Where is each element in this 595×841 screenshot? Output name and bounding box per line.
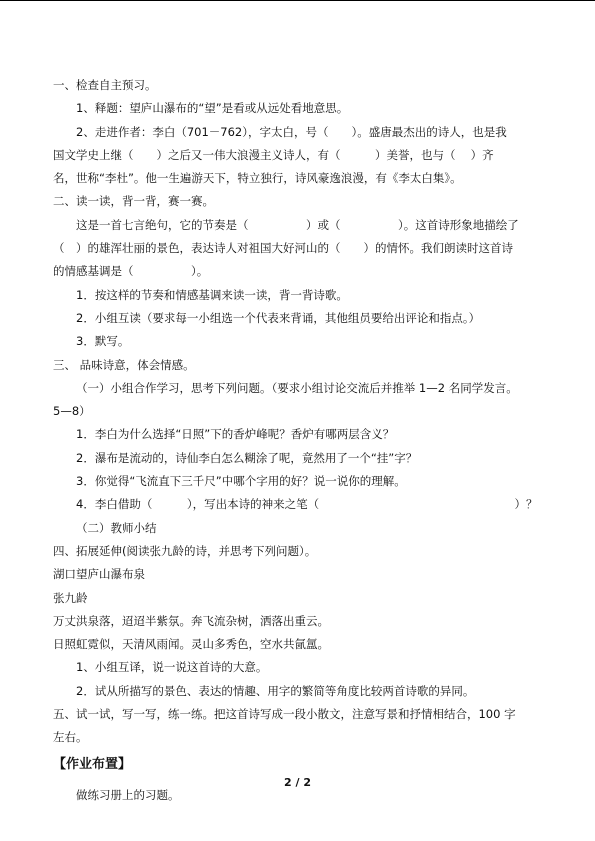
section-2-para-line-1: 这是一首七言绝句，它的节奏是（ ）或（ ）。这首诗形象地描绘了	[76, 217, 519, 232]
homework-title: 【作业布置】	[53, 756, 132, 772]
section-3-question-4: 4．李白借助（ ），写出本诗的神来之笔（ ）？	[76, 497, 538, 512]
poem-author: 张九龄	[53, 590, 88, 605]
section-2-item-1: 1．按这样的节奏和情感基调来读一读，背一背诗歌。	[76, 287, 348, 302]
section-4-item-1: 1、小组互译，说一说这首诗的大意。	[76, 660, 268, 675]
section-5-title-line-2: 左右。	[53, 730, 88, 745]
section-3-title: 三、 品味诗意，体会情感。	[53, 357, 195, 372]
page-number: 2 / 2	[284, 776, 311, 789]
section-2-item-3: 3．默写。	[76, 334, 130, 349]
section-3-question-1: 1．李白为什么选择“日照”下的香炉峰呢？香炉有哪两层含义？	[76, 427, 395, 442]
section-1-title: 一、检查自主预习。	[53, 78, 157, 92]
poem-line-2: 日照虹霓似，天清风雨闻。灵山多秀色，空水共氤氲。	[53, 637, 329, 652]
section-1-item-1: 1、释题：望庐山瀑布的“望”是看或从远处看地意思。	[76, 101, 349, 116]
section-2-para-line-2: （ ）的雄浑壮丽的景色，表达诗人对祖国大好河山的（ ）的情怀。我们朗读时这首诗	[53, 241, 513, 256]
section-3-sub-2: （二）教师小结	[76, 520, 157, 535]
poem-line-1: 万丈洪泉落，迢迢半紫氛。奔飞流杂树，洒落出重云。	[53, 613, 329, 628]
section-2-para-line-3: 的情感基调是（ ）。	[53, 264, 209, 279]
section-4-item-2: 2．试从所描写的景色、表达的情趣、用字的繁简等角度比较两首诗歌的异同。	[76, 683, 475, 698]
section-1-item-2-line-1: 2、走进作者：李白（701－762），字太白，号（ ）。盛唐最杰出的诗人，也是我	[76, 124, 507, 139]
section-1-item-2-line-2: 国文学史上继（ ）之后又一伟大浪漫主义诗人，有（ ）美誉，也与（ ）齐	[53, 147, 494, 162]
section-3-question-3: 3．你觉得“飞流直下三千尺”中哪个字用的好？说一说你的理解。	[76, 474, 406, 489]
top-rule	[0, 0, 595, 1]
section-2-title: 二、读一读，背一背，赛一赛。	[53, 194, 214, 209]
section-3-sub-1-line-1: （一）小组合作学习，思考下列问题。（要求小组讨论交流后并推举 1—2 名同学发言。	[76, 380, 518, 395]
section-2-item-2: 2．小组互读（要求每一小组选一个代表来背诵，其他组员要给出评论和指点。）	[76, 310, 481, 325]
section-3-sub-1-line-2: 5—8）	[53, 404, 91, 419]
worksheet-body	[53, 74, 549, 807]
section-4-title: 四、拓展延伸(阅读张九龄的诗，并思考下列问题）。	[53, 543, 317, 558]
section-1-item-2-line-3: 名，世称“李杜”。他一生遍游天下，特立独行，诗风豪逸浪漫，有《李太白集》。	[53, 171, 462, 186]
section-5-title-line-1: 五、试一试，写一写，练一练。把这首诗写成一段小散文，注意写景和抒情相结合，100 字	[53, 707, 516, 722]
homework-body: 做练习册上的习题。	[76, 787, 180, 802]
poem-title: 湖口望庐山瀑布泉	[53, 567, 145, 582]
section-3-question-2: 2．瀑布是流动的，诗仙李白怎么糊涂了呢，竟然用了一个“挂”字？	[76, 450, 418, 465]
